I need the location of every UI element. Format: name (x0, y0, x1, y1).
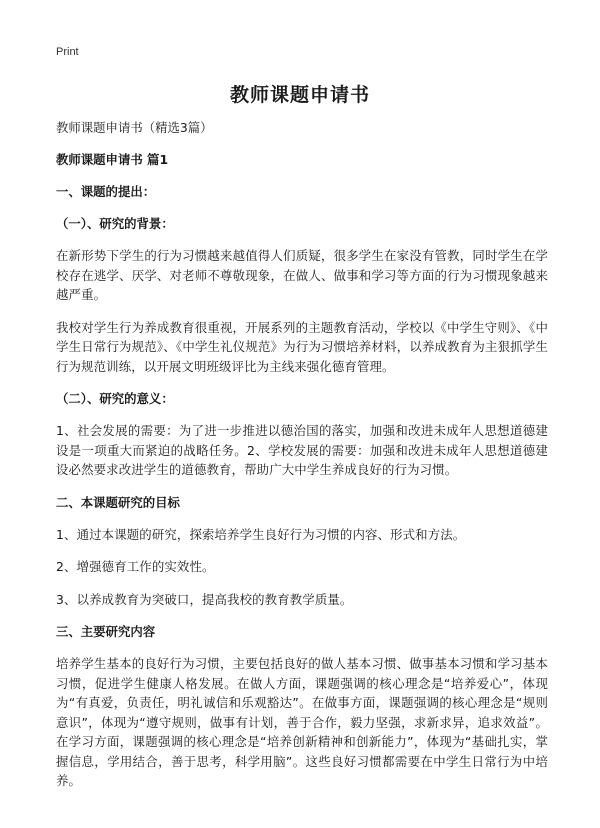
heading-topic-proposal: 一、课题的提出： (56, 184, 156, 199)
print-label: Print (56, 46, 79, 58)
paragraph-goal-3: 3、以养成教育为突破口，提高我校的教育教学质量。 (56, 591, 353, 607)
heading-research-significance: （二）、研究的意义： (56, 391, 174, 406)
paragraph-research-content: 培养学生基本的良好行为习惯，主要包括良好的做人基本习惯、做事基本习惯和学习基本习惯，促进学生健康人格发展。在做人方面，课题强调的核心理念是“培养爱心”，体现为“有真爱，负责任，明礼诚信和乐观豁达”。在做事方面，课题强调的核心理念是“规则意识”，体现为“遵守规则，做事有计划，善于合作，毅力坚强，求新求异，追求效益”。在学习方面，课题强调的核心理念是“培养创新精神和创新能力”，体现为“基础扎实，掌握信息，学用结合，善于思考，科学用脑”。这些良好习惯都需要在中学生日常行为中培养。 (56, 656, 548, 788)
paragraph-goal-2: 2、增强德育工作的实效性。 (56, 559, 215, 574)
paragraph-background-1: 在新形势下学生的行为习惯越来越值得人们质疑，很多学生在家没有管教，同时学生在学校存在逃学、厌学、对老师不尊敬现象，在做人、做事和学习等方面的行为习惯现象越来越严重。 (56, 248, 548, 302)
heading-research-content: 三、主要研究内容 (56, 624, 156, 639)
heading-article-1: 教师课题申请书 篇1 (56, 152, 169, 167)
document-subtitle: 教师课题申请书（精选3篇） (56, 120, 213, 135)
paragraph-significance: 1、社会发展的需要：为了进一步推进以德治国的落实，加强和改进未成年人思想道德建设是一项重大而紧迫的战略任务。2、学校发展的需要：加强和改进未成年人思想道德建设必然要求改进学生的道德教育，帮助广大中学生养成良好的行为习惯。 (56, 423, 548, 477)
document-body (56, 118, 548, 804)
paragraph-background-2: 我校对学生行为养成教育很重视，开展系列的主题教育活动，学校以《中学生守则》、《中学生日常行为规范》、《中学生礼仪规范》为行为习惯培养材料，以养成教育为主狠抓学生行为规范训练，以开展文明班级评比为主线来强化德育管理。 (56, 319, 548, 374)
document-title: 教师课题申请书 (229, 84, 370, 106)
heading-research-goals: 二、本课题研究的目标 (56, 494, 180, 510)
paragraph-goal-1: 1、通过本课题的研究，探索培养学生良好行为习惯的内容、形式和方法。 (56, 526, 466, 542)
heading-research-background: （一）、研究的背景： (56, 216, 174, 231)
